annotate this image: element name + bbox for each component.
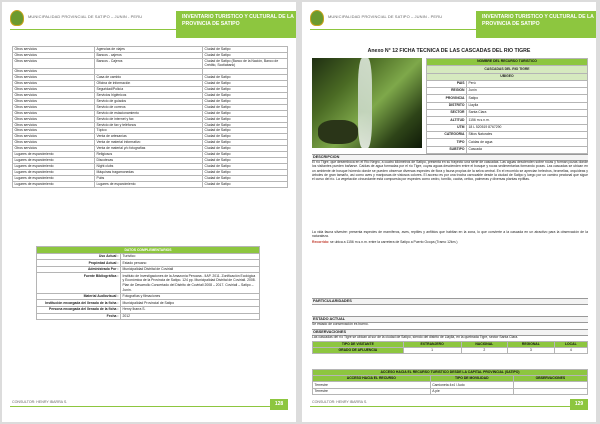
info-value: Satipo — [467, 95, 588, 102]
service-name: Venta de material y/o fotografías — [95, 146, 203, 152]
visitor-header: TIPO DE VISITANTE — [313, 342, 404, 348]
service-location: Ciudad de Satipo — [203, 128, 288, 134]
info-value: Caídas de agua — [467, 139, 588, 146]
header-band — [176, 11, 296, 38]
service-location: Ciudad de Satipo — [203, 116, 288, 122]
table-row — [37, 306, 260, 313]
service-name: Bancos - Cajeros — [95, 58, 203, 68]
annex-title: Anexo N° 12 FICHA TECNICA DE LAS CASCADAS DEL RIO TIGRE — [367, 48, 531, 54]
service-location: Ciudad de Satipo — [203, 110, 288, 116]
left-page — [2, 2, 296, 422]
resource-name: CASCADAS DEL RIO TIGRE — [427, 66, 588, 73]
access-header: ACCESO HACIA EL RECURSO — [313, 376, 431, 382]
header-rule — [310, 29, 480, 30]
service-category: Otros servicios — [13, 92, 95, 98]
service-name: Servicio de guiados — [95, 98, 203, 104]
service-category: Otros servicios — [13, 110, 95, 116]
right-page — [302, 2, 596, 422]
info-value: Cascada — [467, 146, 588, 153]
field-value: Instituto de Investigaciones de la Amazonía Peruana - IIAP. 2011. Zonificación Ecológica y Económica de la Provincia de Satipo. 124 pp. Municipalidad Distrital de Coviriali. 2008. Plan de Desarrollo Concertado del Distrito de Coviriali 2008 – 2017. Coviriali – Satipo – Junín. — [121, 273, 260, 293]
route-text: se ubica a 1156 m.s.n.m. entre la carretera de Satipo a Puerto Ocopa (Tramo 12km.) — [330, 240, 458, 244]
service-category: Lugares de esparcimiento — [13, 181, 95, 187]
access-value — [513, 388, 587, 394]
service-location: Ciudad de Satipo — [203, 86, 288, 92]
services-table — [12, 46, 288, 188]
service-category: Otros servicios — [13, 69, 95, 75]
visitor-header: REGIONAL — [508, 342, 555, 348]
service-location: Ciudad de Satipo — [203, 122, 288, 128]
access-header: OBSERVACIONES — [513, 376, 587, 382]
field-value: Henry Ibarra S. — [121, 306, 260, 313]
info-label: CATEGORIA — [427, 131, 467, 138]
table-row — [37, 266, 260, 273]
service-category: Otros servicios — [13, 86, 95, 92]
description-text: El río Tigre, que desemboca en el Río Negro, a cuatro kilómetros de Satipo, presenta en su trayecto una serie de cascadas. Las aguas descienden sobre rocas y forman pozas donde los visitantes pueden bañarse. Caídas de agua formadas por el río Tigre, cuyas aguas descienden entre el bosque y rocas sedimentarias formando pozas. Las cascadas se ubican en un ambiente de bosque húmedo donde se pueden observar diversas especies de flora y fauna propias de la selva central. En el recorrido se aprecian helechos, bromelias, orquídeas y árboles de gran tamaño, así como aves y mariposas de vistosos colores. El acceso es por una trocha carrozable desde la ciudad de Satipo y luego por un camino peatonal que sigue el curso del río. La vegetación circundante está compuesta por especies como cedro, tornillo, caoba, cetico, palmeras y diversas plantas epífitas. — [312, 160, 588, 182]
description-fauna: La vida fauna silvestre: presenta especies de mamíferos, aves, reptiles y anfibios que habitan en la zona, lo que convierte a la cascada en un atractivo para la observación de la naturaleza. — [312, 230, 588, 239]
page-number: 128 — [270, 399, 288, 410]
visitor-header: NACIONAL — [461, 342, 508, 348]
info-label: REGION — [427, 88, 467, 95]
info-label: PROVINCIA — [427, 95, 467, 102]
info-label: ALTITUD — [427, 117, 467, 124]
table-row — [313, 388, 588, 394]
info-label: SUBTIPO — [427, 146, 467, 153]
resource-info-table — [426, 58, 588, 161]
service-name: Servicio de estacionamiento — [95, 110, 203, 116]
page-footer — [10, 400, 288, 414]
service-name: Máquinas tragamonedas — [95, 170, 203, 176]
info-value: Santa Clara — [467, 110, 588, 117]
info-value: Junín — [467, 88, 588, 95]
access-value: Terrestre — [313, 388, 431, 394]
service-location: Ciudad de Satipo — [203, 52, 288, 58]
field-label: Administrado Por : — [37, 266, 121, 273]
field-label: Fecha : — [37, 313, 121, 320]
table-row — [37, 260, 260, 267]
info-label: UTM — [427, 124, 467, 131]
service-location: Ciudad de Satipo — [203, 158, 288, 164]
table-row — [427, 139, 588, 146]
info-label: DISTRITO — [427, 102, 467, 109]
service-location: Ciudad de Satipo — [203, 181, 288, 187]
visitor-value: GRADO DE AFLUENCIA — [313, 348, 404, 354]
table-row — [13, 181, 288, 187]
access-table — [312, 369, 588, 395]
observations-heading: OBSERVACIONES — [312, 329, 588, 336]
page-header — [10, 10, 296, 42]
complementary-data-table — [36, 246, 260, 320]
service-location: Ciudad de Satipo — [203, 146, 288, 152]
service-category: Otros servicios — [13, 47, 95, 53]
service-category: Lugares de esparcimiento — [13, 152, 95, 158]
access-header: TIPO DE MOVILIDAD — [430, 376, 513, 382]
service-location: Ciudad de Satipo — [203, 152, 288, 158]
info-value: Sitios Naturales — [467, 131, 588, 138]
service-name: Night clubs — [95, 164, 203, 170]
service-name: Religiosos — [95, 152, 203, 158]
table-row — [13, 58, 288, 68]
service-name: Venta de material informativo — [95, 140, 203, 146]
table-row — [37, 253, 260, 260]
complementary-title: DATOS COMPLEMENTARIOS — [37, 247, 260, 254]
table-row — [427, 146, 588, 153]
header-title: INVENTARIO TURISTICO Y CULTURAL DE LA PROVINCIA DE SATIPO — [482, 14, 594, 27]
field-value: Fotografías y filmaciones — [121, 293, 260, 300]
service-category: Otros servicios — [13, 52, 95, 58]
service-location: Ciudad de Satipo — [203, 75, 288, 81]
service-name: Oficina de información — [95, 80, 203, 86]
page-footer — [310, 400, 588, 414]
service-location: Ciudad de Satipo — [203, 92, 288, 98]
page-header — [310, 10, 596, 42]
service-name: Pubs — [95, 175, 203, 181]
visitor-value: 1 — [403, 348, 461, 354]
service-category: Lugares de esparcimiento — [13, 164, 95, 170]
access-value: Terrestre — [313, 382, 431, 388]
service-name: Casa de cambio — [95, 75, 203, 81]
particularities-heading: PARTICULARIDADES — [312, 298, 588, 305]
service-location: Ciudad de Satipo (Banco de la Nación, Banco de Crédito, Scotiabank) — [203, 58, 288, 68]
service-category: Otros servicios — [13, 134, 95, 140]
consultant-name: CONSULTOR: HENRY IBARRA S. — [312, 400, 371, 404]
access-value: Camioneta 4x4 / Auto — [430, 382, 513, 388]
table-row — [37, 293, 260, 300]
municipality-name: MUNICIPALIDAD PROVINCIAL DE SATIPO – JUNIN - PERU — [28, 14, 143, 19]
description-route — [312, 240, 588, 244]
service-location: Ciudad de Satipo — [203, 104, 288, 110]
field-label: Uso Actual : — [37, 253, 121, 260]
service-location: Ciudad de Satipo — [203, 170, 288, 176]
waterfall-photo — [312, 58, 422, 148]
service-name: Servicio de correos — [95, 104, 203, 110]
service-category: Otros servicios — [13, 140, 95, 146]
visitor-value: 3 — [508, 348, 555, 354]
table-row — [37, 313, 260, 320]
service-category: Otros servicios — [13, 58, 95, 68]
description-heading: DESCRIPCION — [312, 154, 588, 161]
service-category: Otros servicios — [13, 75, 95, 81]
service-name: Agencias de viajes — [95, 47, 203, 53]
field-label: Institución encargada del llenado de la ficha : — [37, 300, 121, 307]
municipality-logo-icon — [10, 10, 24, 26]
service-location: Ciudad de Satipo — [203, 80, 288, 86]
header-band — [476, 11, 596, 38]
service-name: Seguridad/Policía — [95, 86, 203, 92]
access-value: A pie — [430, 388, 513, 394]
info-label: TIPO — [427, 139, 467, 146]
service-name: Venta de artesanías — [95, 134, 203, 140]
service-location: Ciudad de Satipo — [203, 164, 288, 170]
service-location: Ciudad de Satipo — [203, 47, 288, 53]
header-title: INVENTARIO TURISTICO Y CULTURAL DE LA PROVINCIA DE SATIPO — [182, 14, 294, 27]
state-heading: ESTADO ACTUAL — [312, 316, 588, 323]
table-row — [427, 88, 588, 95]
field-value: 2012 — [121, 313, 260, 320]
field-value: Estado peruano — [121, 260, 260, 267]
field-value: Municipalidad Distrital de Coviriali — [121, 266, 260, 273]
state-text: Se estado de conservación es bueno. — [312, 322, 369, 326]
field-label: Persona encargada del llenado de la ficha : — [37, 306, 121, 313]
service-category: Lugares de esparcimiento — [13, 170, 95, 176]
field-value: Municipalidad Provincial de Satipo — [121, 300, 260, 307]
resource-name-header: NOMBRE DEL RECURSO TURISTICO — [427, 59, 588, 66]
visitor-value: 4 — [554, 348, 587, 354]
service-name: Tópico — [95, 128, 203, 134]
table-row — [427, 131, 588, 138]
service-location: Ciudad de Satipo — [203, 175, 288, 181]
service-name: Lugares de esparcimiento — [95, 181, 203, 187]
info-value: Llaylla — [467, 102, 588, 109]
service-category: Otros servicios — [13, 116, 95, 122]
service-category: Otros servicios — [13, 122, 95, 128]
municipality-name: MUNICIPALIDAD PROVINCIAL DE SATIPO – JUNIN - PERU — [328, 14, 443, 19]
page-number: 129 — [570, 399, 588, 410]
info-value: 18 L 520519 8767290 — [467, 124, 588, 131]
service-name: Bancos - cajeros — [95, 52, 203, 58]
info-label: SECTOR — [427, 110, 467, 117]
municipality-logo-icon — [310, 10, 324, 26]
visitor-header: LOCAL — [554, 342, 587, 348]
observations-text: Las cascadas del río Tigre se ubican al sur de la ciudad de Satipo, siendo del distrito de Llaylla, en la quebrada Tigre, sector Santa Clara. — [312, 335, 519, 339]
field-label: Material Audiovisual : — [37, 293, 121, 300]
consultant-name: CONSULTOR: HENRY IBARRA S. — [12, 400, 71, 404]
service-category: Lugares de esparcimiento — [13, 175, 95, 181]
service-name: Discotecas — [95, 158, 203, 164]
info-value: Perú — [467, 80, 588, 87]
table-row — [427, 80, 588, 87]
service-category: Otros servicios — [13, 146, 95, 152]
table-row — [37, 273, 260, 293]
table-row — [37, 300, 260, 307]
table-row — [427, 102, 588, 109]
header-rule — [10, 29, 180, 30]
service-name: Servicio de fax y teléfonos — [95, 122, 203, 128]
access-title: ACCESO HACIA EL RECURSO TURISTICO DESDE LA CAPITAL PROVINCIAL (SATIPO) — [313, 370, 588, 376]
info-value: 1156 m.s.n.m. — [467, 117, 588, 124]
service-category: Lugares de esparcimiento — [13, 158, 95, 164]
visitor-header: EXTRANJERO — [403, 342, 461, 348]
service-category: Otros servicios — [13, 104, 95, 110]
field-label: Fuente Bibliográfica : — [37, 273, 121, 293]
visitor-value: 2 — [461, 348, 508, 354]
service-name: Servicios higiénicos — [95, 92, 203, 98]
table-row — [427, 124, 588, 131]
field-value: Turístico — [121, 253, 260, 260]
table-row — [427, 110, 588, 117]
route-label: Recorrido: — [312, 240, 330, 244]
field-label: Propiedad Actual : — [37, 260, 121, 267]
service-location: Ciudad de Satipo — [203, 134, 288, 140]
service-location: Ciudad de Satipo — [203, 140, 288, 146]
table-row — [427, 95, 588, 102]
table-row — [427, 117, 588, 124]
service-category: Otros servicios — [13, 98, 95, 104]
service-location: Ciudad de Satipo — [203, 98, 288, 104]
info-label: PAIS — [427, 80, 467, 87]
service-category: Otros servicios — [13, 128, 95, 134]
visitor-table — [312, 341, 588, 354]
service-name: Servicio de internet y fax — [95, 116, 203, 122]
service-category: Otros servicios — [13, 80, 95, 86]
location-header: UBIGEO — [427, 73, 588, 80]
